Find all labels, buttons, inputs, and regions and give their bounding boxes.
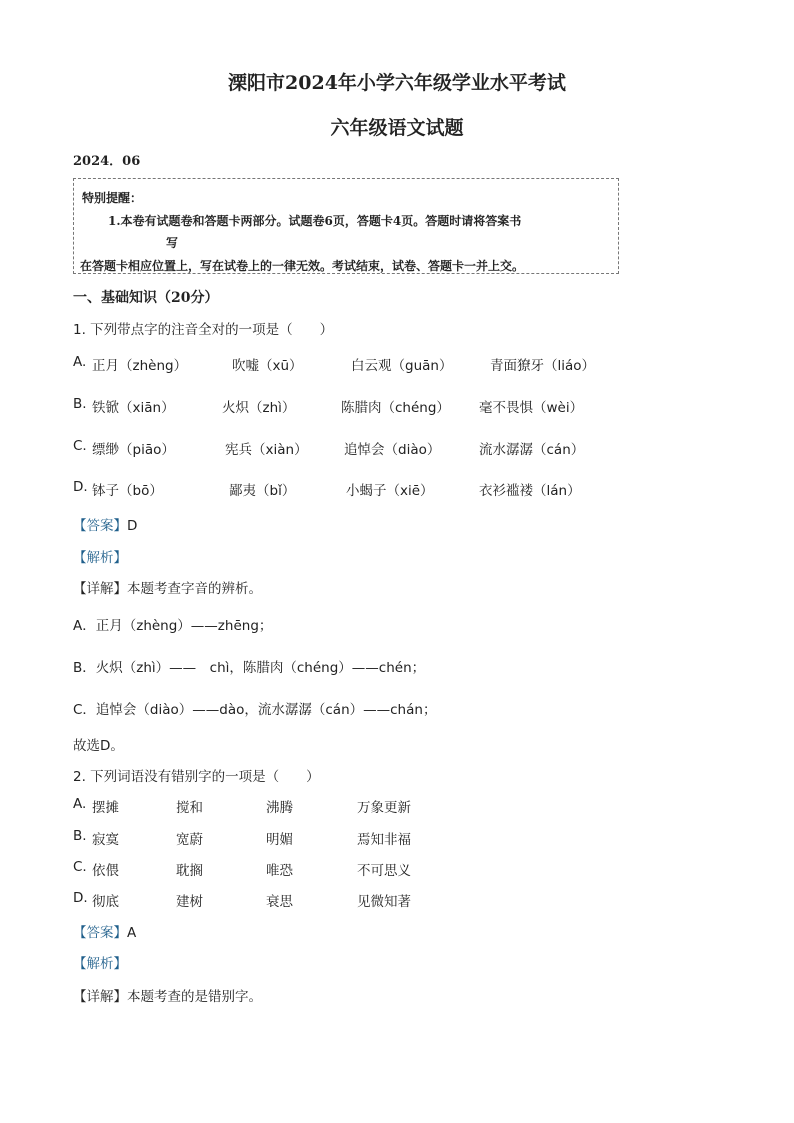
option-item: 正月（zhèng） — [92, 358, 188, 374]
option-item: 见微知著 — [357, 894, 411, 910]
analysis-label: 【解析】 — [73, 550, 127, 566]
option-item: 缥缈（piāo） — [92, 442, 175, 458]
option-letter: A. — [73, 354, 87, 370]
q2-detail — [73, 985, 262, 1005]
option-item: 追悼会（diào） — [344, 442, 441, 458]
notice-line-3: 在答题卡相应位置上，写在试卷上的一律无效。考试结束，试卷、答题卡一并上交。 — [80, 259, 525, 273]
option-letter: D. — [73, 890, 88, 906]
detail-text: 本题考查的是错别字。 — [127, 989, 262, 1005]
option-item: 小蝎子（xiē） — [346, 483, 434, 499]
option-item: 宪兵（xiàn） — [225, 442, 308, 458]
answer-value: D — [127, 518, 138, 534]
option-letter: A. — [73, 796, 87, 812]
notice-line-2: 写 — [166, 236, 179, 250]
q1-explanation-b: B．火炽（zhì）—— chì，陈腊肉（chéng）——chén； — [73, 660, 426, 676]
option-item: 鄙夷（bǐ） — [229, 483, 296, 499]
option-letter: C. — [73, 859, 87, 875]
detail-text: 本题考查字音的辨析。 — [127, 581, 262, 597]
answer-label: 【答案】 — [73, 925, 127, 941]
option-item: 青面獠牙（liáo） — [490, 358, 596, 374]
option-item: 白云观（guān） — [351, 358, 453, 374]
detail-label: 【详解】 — [73, 581, 127, 597]
option-item: 摆摊 — [92, 800, 119, 816]
q1-stem: 1. 下列带点字的注音全对的一项是（ ） — [73, 322, 334, 338]
q2-answer — [73, 921, 136, 941]
option-item: 搅和 — [176, 800, 203, 816]
option-item: 衣衫褴褛（lán） — [479, 483, 581, 499]
q2-analysis — [73, 952, 127, 972]
q1-analysis — [73, 546, 127, 566]
option-item: 耽搁 — [176, 863, 203, 879]
q1-detail — [73, 577, 262, 597]
option-item: 衰思 — [266, 894, 293, 910]
q1-explanation-c: C．追悼会（diào）——dào，流水潺潺（cán）——chán； — [73, 702, 437, 718]
q1-conclusion: 故选D。 — [73, 738, 124, 754]
option-item: 依偎 — [92, 863, 119, 879]
option-item: 不可思义 — [357, 863, 411, 879]
exam-subtitle: 六年级语文试题 — [330, 117, 464, 139]
option-item: 明媚 — [266, 832, 293, 848]
analysis-label: 【解析】 — [73, 956, 127, 972]
special-notice-box — [73, 178, 619, 274]
option-item: 宽蔚 — [176, 832, 203, 848]
answer-label: 【答案】 — [73, 518, 127, 534]
exam-date: 2024．06 — [73, 154, 141, 169]
option-item: 建树 — [176, 894, 203, 910]
exam-title: 溧阳市2024年小学六年级学业水平考试 — [228, 72, 566, 94]
option-item: 寂寞 — [92, 832, 119, 848]
answer-value: A — [127, 925, 137, 941]
option-item: 火炽（zhì） — [222, 400, 296, 416]
option-letter: B. — [73, 828, 87, 844]
option-item: 钵子（bō） — [92, 483, 163, 499]
option-item: 铁锨（xiān） — [92, 400, 175, 416]
option-item: 沸腾 — [266, 800, 293, 816]
detail-label: 【详解】 — [73, 989, 127, 1005]
option-item: 流水潺潺（cán） — [479, 442, 585, 458]
q1-answer — [73, 514, 137, 534]
option-item: 万象更新 — [357, 800, 411, 816]
q2-stem: 2. 下列词语没有错别字的一项是（ ） — [73, 769, 320, 785]
notice-line-1: 1.本卷有试题卷和答题卡两部分。试题卷6页，答题卡4页。答题时请将答案书 — [108, 214, 522, 228]
section-heading: 一、基础知识（20分） — [73, 290, 219, 306]
option-item: 陈腊肉（chéng） — [341, 400, 450, 416]
notice-title: 特别提醒： — [82, 191, 143, 205]
option-item: 毫不畏惧（wèi） — [479, 400, 584, 416]
option-item: 焉知非福 — [357, 832, 411, 848]
option-item: 吹嘘（xū） — [232, 358, 303, 374]
option-letter: C. — [73, 438, 87, 454]
q1-explanation-a: A．正月（zhèng）——zhēng； — [73, 618, 273, 634]
option-item: 唯恐 — [266, 863, 293, 879]
option-letter: B. — [73, 396, 87, 412]
option-letter: D. — [73, 479, 88, 495]
option-item: 彻底 — [92, 894, 119, 910]
